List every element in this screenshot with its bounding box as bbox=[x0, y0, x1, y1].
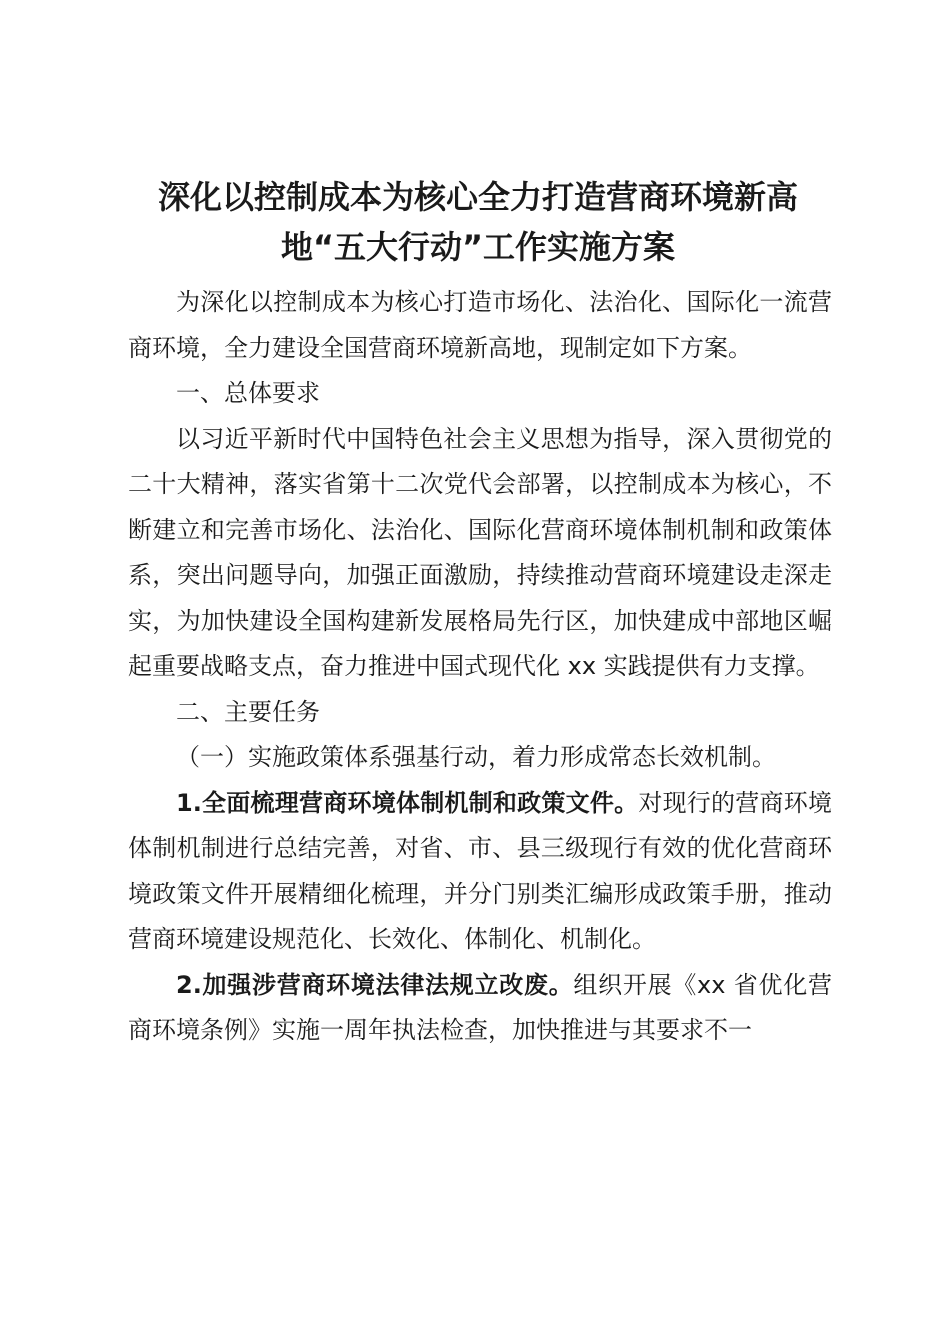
paragraph-text: （一）实施政策体系强基行动，着力形成常态长效机制。 bbox=[176, 743, 776, 771]
section-heading-main-tasks bbox=[128, 690, 832, 736]
task-item-text: 组织开展《xx 省优化营商环境条例》实施一周年执法检查，加快推进与其要求不一 bbox=[128, 970, 832, 1044]
task-item-heading: 1.全面梳理营商环境体制机制和政策文件。 bbox=[176, 788, 639, 817]
paragraph-text: 二、主要任务 bbox=[176, 697, 320, 726]
guiding-principles-paragraph bbox=[128, 417, 832, 690]
task-item-heading: 2.加强涉营商环境法律法规立改废。 bbox=[176, 970, 574, 999]
paragraph-text: 以习近平新时代中国特色社会主义思想为指导，深入贯彻党的二十大精神，落实省第十二次党代会部署，以控制成本为核心，不断建立和完善市场化、法治化、国际化营商环境体制机制和政策体系，突出问题导向，加强正面激励，持续推动营商环境建设走深走实，为加快建设全国构建新发展格局先行区，加快建成中部地区崛起重要战略支点，奋力推进中国式现代化 xx 实践提供有力支撑。 bbox=[128, 424, 832, 680]
document-body bbox=[128, 280, 832, 1054]
paragraph-text: 一、总体要求 bbox=[176, 379, 320, 407]
paragraph-text: 为深化以控制成本为核心打造市场化、法治化、国际化一流营商环境，全力建设全国营商环境新高地，现制定如下方案。 bbox=[128, 288, 832, 362]
intro-paragraph bbox=[128, 280, 832, 371]
section-heading-general-requirements bbox=[128, 371, 832, 417]
subsection-heading-policy-system bbox=[128, 735, 832, 781]
task-item-text: 对现行的营商环境体制机制进行总结完善，对省、市、县三级现行有效的优化营商环境政策文件开展精细化梳理，并分门别类汇编形成政策手册，推动营商环境建设规范化、长效化、体制化、机制化。 bbox=[128, 788, 832, 953]
task-item-2 bbox=[128, 963, 832, 1054]
document-title: 深化以控制成本为核心全力打造营商环境新高地“五大行动”工作实施方案 bbox=[157, 178, 798, 266]
task-item-1 bbox=[128, 781, 832, 963]
